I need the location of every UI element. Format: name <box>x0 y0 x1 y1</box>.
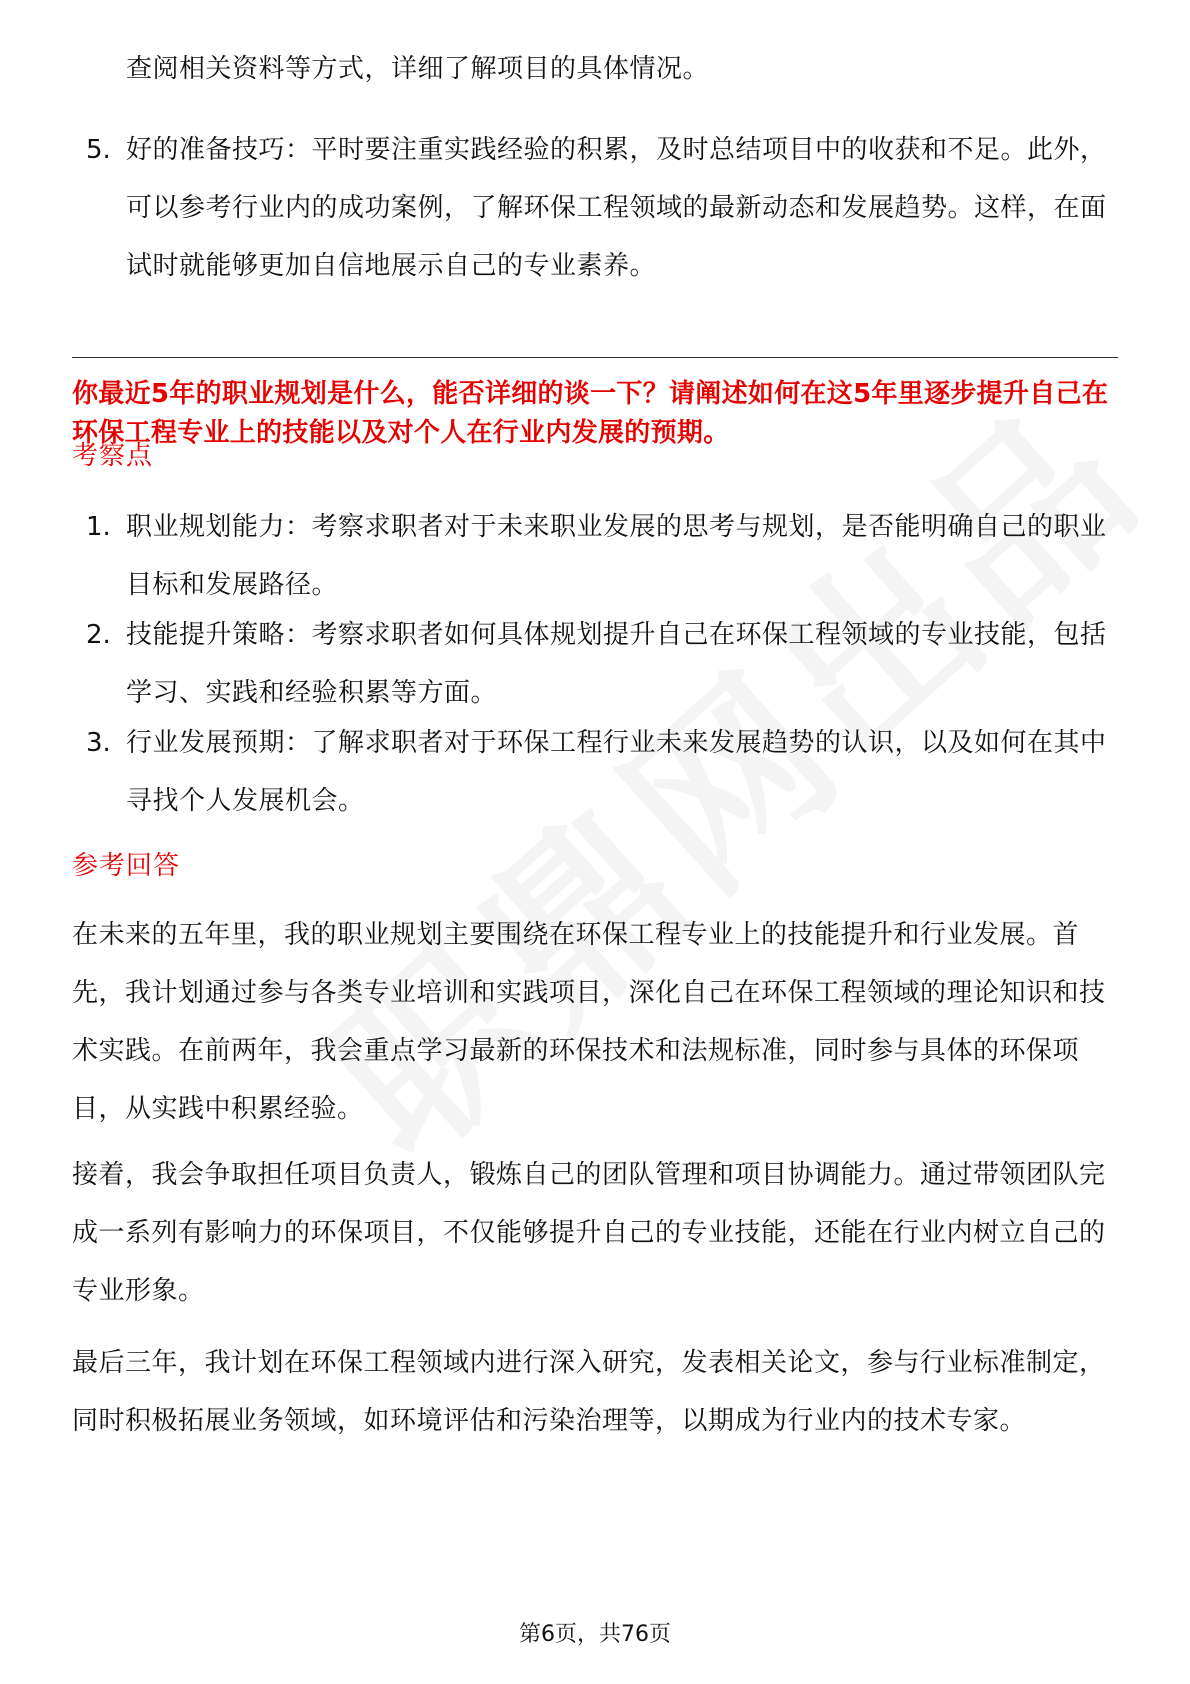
list-item <box>72 714 1118 830</box>
list-item-text: 好的准备技巧：平时要注重实践经验的积累，及时总结项目中的收获和不足。此外，可以参考行业内的成功案例，了解环保工程领域的最新动态和发展趋势。这样，在面试时就能够更加自信地展示自己的专业素养。 <box>126 135 1107 281</box>
page-number: 第6页，共76页 <box>519 1622 671 1647</box>
list-item-text: 行业发展预期：了解求职者对于环保工程行业未来发展趋势的认识，以及如何在其中寻找个人发展机会。 <box>126 728 1107 816</box>
examination-list <box>72 498 1118 838</box>
list-item <box>72 498 1118 614</box>
list-item-text: 职业规划能力：考察求职者对于未来职业发展的思考与规划，是否能明确自己的职业目标和发展路径。 <box>126 512 1107 600</box>
list-item-text: 技能提升策略：考察求职者如何具体规划提升自己在环保工程领域的专业技能，包括学习、实践和经验积累等方面。 <box>126 620 1107 708</box>
answer-paragraph-3: 最后三年，我计划在环保工程领域内进行深入研究，发表相关论文，参与行业标准制定，同时积极拓展业务领域，如环境评估和污染治理等，以期成为行业内的技术专家。 <box>72 1348 1106 1436</box>
section-divider <box>72 357 1118 358</box>
answer-paragraph-2: 接着，我会争取担任项目负责人，锻炼自己的团队管理和项目协调能力。通过带领团队完成一系列有影响力的环保项目，不仅能够提升自己的专业技能，还能在行业内树立自己的专业形象。 <box>72 1160 1106 1306</box>
item4-continuation: 查阅相关资料等方式，详细了解项目的具体情况。 <box>126 54 710 84</box>
examination-heading: 考察点 <box>72 441 154 471</box>
interview-question: 你最近5年的职业规划是什么，能否详细的谈一下？请阐述如何在这5年里逐步提升自己在环保工程专业上的技能以及对个人在行业内发展的预期。 <box>72 379 1109 448</box>
answer-heading: 参考回答 <box>72 851 181 881</box>
list-item-5 <box>72 121 1118 295</box>
list-number: 2. <box>86 620 111 650</box>
list-number: 1. <box>86 512 111 542</box>
list-number: 5. <box>86 135 111 165</box>
list-item <box>72 606 1118 722</box>
list-number: 3. <box>86 728 111 758</box>
answer-paragraph-1: 在未来的五年里，我的职业规划主要围绕在环保工程专业上的技能提升和行业发展。首先，我计划通过参与各类专业培训和实践项目，深化自己在环保工程领域的理论知识和技术实践。在前两年，我会重点学习最新的环保技术和法规标准，同时参与具体的环保项目，从实践中积累经验。 <box>72 920 1106 1124</box>
